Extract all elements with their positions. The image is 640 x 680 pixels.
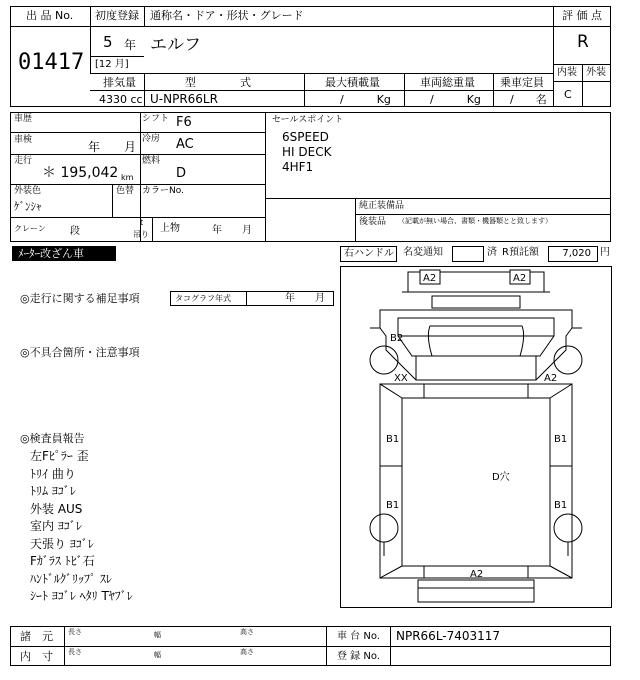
tachograph-label: タコグラフ年式 xyxy=(175,294,231,303)
mark-a2-top-right: A2 xyxy=(513,273,527,284)
gross-weight-label: 車両総重量 xyxy=(420,76,475,89)
fuel-value: D xyxy=(176,166,187,181)
height-label: 高さ xyxy=(240,628,254,636)
report-line: ﾊﾝﾄﾞﾙｸﾞﾘｯﾌﾟ ｽﾚ xyxy=(30,571,112,586)
report-line: ｼｰﾄ ﾖｺﾞﾚ ﾍﾀﾘ Tﾔﾌﾞﾚ xyxy=(30,589,133,603)
mark-b1-left-upper: B1 xyxy=(386,434,400,445)
gross-weight-value: / Kg xyxy=(430,93,481,106)
capacity-value: / 名 xyxy=(510,93,547,106)
length-label: 長さ xyxy=(68,628,82,636)
inner-width-label: 幅 xyxy=(154,651,161,659)
mark-xx: XX xyxy=(394,373,408,384)
mark-b1-right-upper: B1 xyxy=(554,434,568,445)
driving-notes-title: ◎走行に関する補足事項 xyxy=(20,292,140,305)
inspector-report-list xyxy=(30,447,133,605)
rack-value: 年 月 xyxy=(212,225,252,236)
genuine-equipment-label: 純正装備品 xyxy=(359,201,405,211)
sales-point-line: 6SPEED xyxy=(282,130,329,144)
month-value: [12 月] xyxy=(95,59,129,70)
sales-point-title: セールスポイント xyxy=(272,115,344,125)
model-label: 型 式 xyxy=(185,76,251,89)
year-value: 5 xyxy=(103,33,113,51)
history-label: 車歴 xyxy=(14,114,33,124)
car-name: エルフ xyxy=(150,35,201,55)
report-line: Fｶﾞﾗｽ ﾄﾋﾞ石 xyxy=(30,554,95,568)
report-line: 外装 AUS xyxy=(30,501,83,516)
report-line: 室内 ﾖｺﾞﾚ xyxy=(30,519,82,533)
model-value: U-NPR66LR xyxy=(150,92,218,106)
name-change-label: 名変通知 xyxy=(403,247,443,258)
inner-dims-label: 内 寸 xyxy=(20,650,53,663)
report-line: 左Fﾋﾟﾗｰ 歪 xyxy=(30,449,89,463)
ac-value: AC xyxy=(176,137,194,152)
capacity-label: 乗車定員 xyxy=(500,76,544,89)
max-load-value: / Kg xyxy=(340,93,391,106)
aftermarket-note: （記載が無い場合、書類・機器類とと致します） xyxy=(398,217,552,225)
inner-height-label: 高さ xyxy=(240,648,254,656)
inspector-title: ◎検査員報告 xyxy=(20,432,85,445)
inspection-label: 車検 xyxy=(14,135,33,145)
dims-label: 諸 元 xyxy=(20,630,53,643)
mileage-value: ＊ 195,042 xyxy=(42,165,119,181)
mark-a2-right: A2 xyxy=(544,373,558,384)
meter-tamper-badge: ﾒｰﾀｰ改ざん車 xyxy=(12,246,116,261)
vehicle-damage-diagram xyxy=(340,266,612,608)
aftermarket-label: 後装品 xyxy=(359,217,387,227)
year-unit: 年 xyxy=(124,38,137,52)
crane-label: クレーン xyxy=(14,224,46,233)
report-line: ﾄﾘｲ 曲り xyxy=(30,466,76,481)
mileage-label: 走行 xyxy=(14,156,33,166)
color-label: 外装色 xyxy=(14,186,42,196)
mark-d-hole: D穴 xyxy=(492,472,510,483)
inspection-value: 年 月 xyxy=(88,140,137,154)
steering-box: 右ハンドル xyxy=(340,246,397,262)
defects-title: ◎不具合箇所・注意事項 xyxy=(20,346,140,359)
shift-label: シフト xyxy=(142,114,170,124)
crane-hang: 吊り xyxy=(133,230,149,239)
mark-b1-right-lower: B1 xyxy=(554,500,568,511)
lot-number: 01417 xyxy=(18,50,85,75)
color-value: ｹﾞﾝｼｬ xyxy=(14,200,42,213)
displacement-label: 排気量 xyxy=(103,76,136,89)
yen-label: 円 xyxy=(600,247,610,258)
color-change-label: 色替 xyxy=(116,186,135,196)
sales-point-line: 4HF1 xyxy=(282,160,314,174)
first-reg-label: 初度登録 xyxy=(95,9,139,22)
grade-label: 評 価 点 xyxy=(562,9,602,22)
crane-value: 段 xyxy=(70,226,80,237)
deposit-label: R預託額 xyxy=(502,247,539,258)
max-load-label: 最大積載量 xyxy=(325,76,380,89)
deadline-label: 済 xyxy=(487,247,497,258)
name-change-box xyxy=(452,246,484,262)
tachograph-value: 年 月 xyxy=(285,293,325,304)
width-label: 幅 xyxy=(154,631,161,639)
displacement-value: 4330 cc xyxy=(99,93,143,106)
mileage-unit: km xyxy=(121,173,134,182)
mark-a2-bottom: A2 xyxy=(470,569,484,580)
sales-point-line: HI DECK xyxy=(282,145,332,159)
color-code-label: カラーNo. xyxy=(142,186,184,196)
mark-b2: B2 xyxy=(390,333,404,344)
shift-value: F6 xyxy=(176,115,192,130)
sales-point-list xyxy=(282,130,331,175)
deposit-box: 7,020 xyxy=(548,246,598,262)
ac-label: 冷房 xyxy=(142,134,161,144)
exterior-grade-label: 外装 xyxy=(586,67,606,78)
registration-label: 登 録 No. xyxy=(337,651,380,662)
mark-a2-top-left: A2 xyxy=(423,273,437,284)
report-line: 天張り ﾖｺﾞﾚ xyxy=(30,536,94,551)
crane-t: t xyxy=(140,218,144,227)
lot-label: 出 品 No. xyxy=(26,9,74,22)
interior-grade-label: 内装 xyxy=(557,67,577,78)
interior-grade-value: C xyxy=(564,88,572,101)
chassis-value: NPR66L-7403117 xyxy=(396,629,501,643)
inner-length-label: 長さ xyxy=(68,648,82,656)
name-label: 通称名・ドア・形状・グレード xyxy=(150,9,304,22)
grade-value: R xyxy=(577,32,589,52)
report-line: ﾄﾘﾑ ﾖｺﾞﾚ xyxy=(30,484,76,498)
mark-b1-left-lower: B1 xyxy=(386,500,400,511)
chassis-label: 車 台 No. xyxy=(337,631,380,642)
fuel-label: 燃料 xyxy=(142,156,161,166)
rack-label: 上物 xyxy=(160,223,180,234)
